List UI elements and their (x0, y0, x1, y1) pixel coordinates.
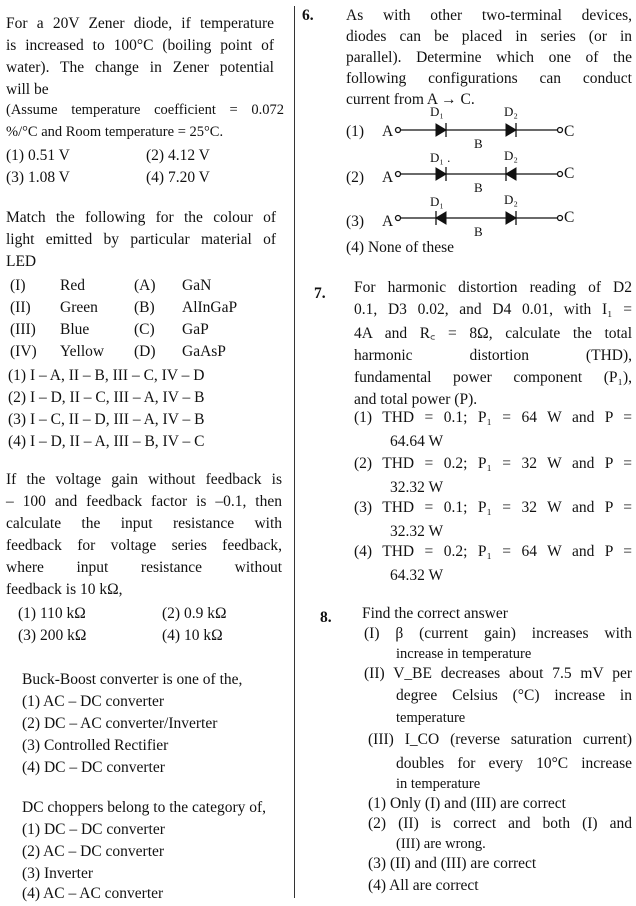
option-label: (3) (346, 213, 365, 230)
option-1: (1) 110 kΩ (18, 605, 86, 622)
question-number: 8. (320, 609, 332, 626)
question-title: Find the correct answer (362, 605, 508, 622)
diode-circuit (394, 164, 564, 184)
match-letter: (C) (134, 321, 155, 338)
question-line: following configurations can conduct (346, 70, 632, 87)
match-num: (I) (10, 277, 26, 294)
match-material: GaN (182, 277, 212, 294)
question-line: – 100 and feedback factor is –0.1, then (6, 493, 282, 510)
statement-1-cont: increase in temperature (396, 646, 532, 662)
node-c-label: C (564, 123, 575, 140)
option-2: (2) (II) is correct and both (I) and (368, 815, 632, 832)
diode-label-d1: D₁ (430, 194, 444, 209)
node-a-label: A (382, 123, 394, 140)
option-4: (4) 7.20 V (146, 169, 210, 186)
option-2: (2) THD = 0.2; P₁ = 32 W and P = (354, 455, 632, 472)
question-line: 0.1, D3 0.02, and D4 0.01, with I₁ = (354, 301, 632, 318)
option-2: (2) I – D, II – C, III – A, IV – B (8, 389, 205, 406)
statement-2-cont: temperature (396, 710, 466, 726)
option-4: (4) AC – AC converter (22, 885, 164, 902)
question-line: DC choppers belong to the category of, (22, 799, 267, 816)
node-c-label: C (564, 209, 575, 226)
question-line: fundamental power component (P₁), (354, 369, 632, 386)
option-2: (2) 4.12 V (146, 147, 210, 164)
option-4: (4) DC – DC converter (22, 759, 165, 776)
option-3: (3) Controlled Rectifier (22, 737, 169, 754)
statement-2-cont: degree Celsius (°C) increase in (396, 687, 632, 704)
option-4: (4) None of these (346, 239, 455, 256)
match-colour: Red (60, 277, 85, 294)
match-colour: Blue (60, 321, 90, 338)
match-material: GaP (182, 321, 209, 338)
question-line: and total power (P). (354, 391, 478, 408)
node-a-label: A (382, 213, 394, 230)
question-line: For harmonic distortion reading of D2 (354, 279, 632, 296)
match-material: AlInGaP (182, 299, 238, 316)
question-line: diodes can be placed in series (or in (346, 28, 632, 45)
question-number: 7. (314, 285, 326, 302)
question-line: current from A → C. (346, 91, 475, 108)
question-line: Match the following for the colour of (6, 209, 276, 226)
option-1: (1) THD = 0.1; P₁ = 64 W and P = (354, 409, 632, 426)
option-2: (2) AC – DC converter (22, 843, 165, 860)
option-1: (1) AC – DC converter (22, 693, 165, 710)
match-letter: (A) (134, 277, 156, 294)
option-label: (2) (346, 169, 365, 186)
option-3: (3) I – C, II – D, III – A, IV – B (8, 411, 205, 428)
statement-3-cont: in temperature (396, 776, 481, 792)
match-letter: (B) (134, 299, 155, 316)
node-b-label: B (474, 180, 483, 195)
diode-label-d2: D₂ (504, 148, 518, 163)
question-line: (Assume temperature coefficient = 0.072 (6, 102, 284, 118)
match-num: (IV) (10, 343, 37, 360)
option-1: (1) I – A, II – B, III – C, IV – D (8, 367, 205, 384)
option-2: (2) DC – AC converter/Inverter (22, 715, 218, 732)
question-line: is increased to 100°C (boiling point of (6, 37, 274, 54)
question-line: will be (6, 81, 49, 98)
option-2-cont: (III) are wrong. (396, 836, 486, 852)
question-line: For a 20V Zener diode, if temperature (6, 15, 274, 32)
question-line: 4A and R꜀ = 8Ω, calculate the total (354, 325, 632, 342)
option-3: (3) (II) and (III) are correct (368, 855, 537, 872)
match-material: GaAsP (182, 343, 226, 360)
question-line: As with other two-terminal devices, (346, 7, 632, 24)
match-colour: Green (60, 299, 98, 316)
question-line: Buck-Boost converter is one of the, (22, 671, 243, 688)
question-line: feedback is 10 kΩ, (6, 581, 123, 598)
match-colour: Yellow (60, 343, 105, 360)
question-number: 6. (302, 7, 314, 24)
question-line: water). The change in Zener potential (6, 59, 274, 76)
statement-1: (I) β (current gain) increases with (364, 625, 632, 642)
question-line: %/°C and Room temperature = 25°C. (6, 124, 224, 140)
option-3: (3) Inverter (22, 865, 93, 882)
statement-3: (III) I_CO (reverse saturation current) (368, 731, 632, 748)
question-line: light emitted by particular material of (6, 231, 276, 248)
diode-label-d1: D₁ (430, 104, 444, 119)
option-4: (4) All are correct (368, 877, 479, 894)
match-letter: (D) (134, 343, 156, 360)
statement-2: (II) V_BE decreases about 7.5 mV per (364, 665, 632, 682)
diode-label-d1: D₁ . (430, 150, 451, 165)
option-3: (3) 1.08 V (6, 169, 70, 186)
match-num: (III) (10, 321, 36, 338)
statement-3-cont: doubles for every 10°C increase (396, 755, 632, 772)
question-line: feedback for voltage series feedback, (6, 537, 282, 554)
question-line: harmonic distortion (THD), (354, 347, 632, 364)
option-4-cont: 64.32 W (390, 567, 444, 584)
node-b-label: B (474, 136, 483, 151)
diode-label-d2: D₂ (504, 192, 518, 207)
option-label: (1) (346, 123, 365, 140)
option-3: (3) 200 kΩ (18, 627, 87, 644)
diode-circuit (394, 208, 564, 228)
question-line: LED (6, 253, 37, 270)
option-2: (2) 0.9 kΩ (162, 605, 227, 622)
question-line: where input resistance without (6, 559, 282, 576)
node-c-label: C (564, 165, 575, 182)
diode-circuit (394, 120, 564, 140)
option-2-cont: 32.32 W (390, 479, 444, 496)
question-line: calculate the input resistance with (6, 515, 282, 532)
option-1: (1) Only (I) and (III) are correct (368, 795, 566, 812)
option-3: (3) THD = 0.1; P₁ = 32 W and P = (354, 499, 632, 516)
node-b-label: B (474, 224, 483, 239)
match-num: (II) (10, 299, 31, 316)
diode-label-d2: D₂ (504, 104, 518, 119)
option-4: (4) 10 kΩ (162, 627, 223, 644)
option-1-cont: 64.64 W (390, 433, 444, 450)
option-4: (4) I – D, II – A, III – B, IV – C (8, 433, 205, 450)
option-4: (4) THD = 0.2; P₁ = 64 W and P = (354, 543, 632, 560)
question-line: If the voltage gain without feedback is (6, 471, 282, 488)
option-3-cont: 32.32 W (390, 523, 444, 540)
question-line: parallel). Determine which one of the (346, 49, 632, 66)
option-1: (1) 0.51 V (6, 147, 70, 164)
column-divider (294, 6, 295, 898)
node-a-label: A (382, 169, 394, 186)
option-1: (1) DC – DC converter (22, 821, 165, 838)
